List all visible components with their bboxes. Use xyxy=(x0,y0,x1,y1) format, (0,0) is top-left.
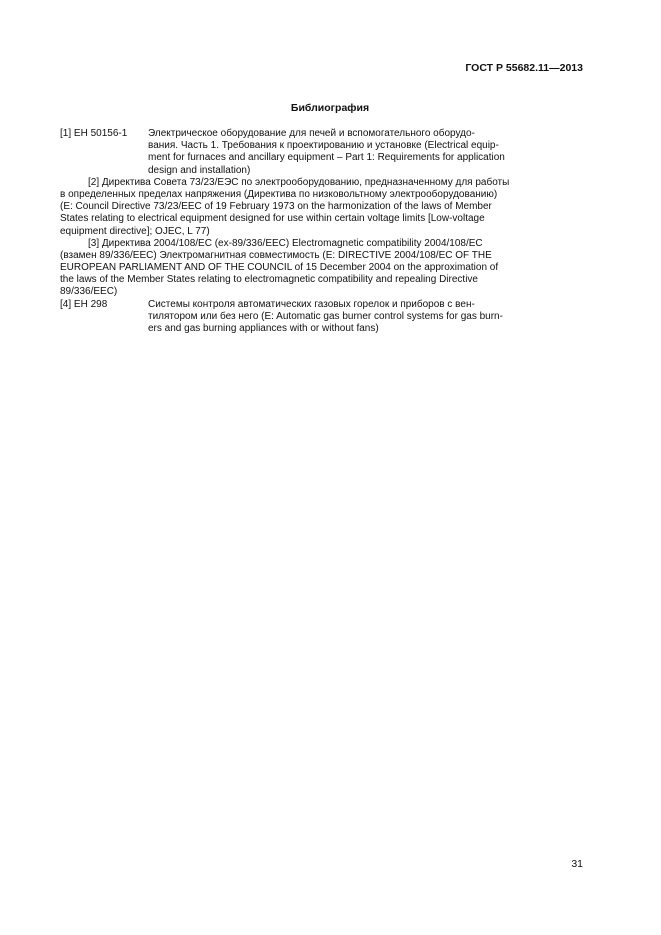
entry-1-line-3: ment for furnaces and ancillary equipment – Part 1: Requirements for application xyxy=(148,152,505,164)
entry-2-line-4: States relating to electrical equipment designed for use within certain voltage limits [Low-voltage xyxy=(60,213,485,225)
bibliography-entry-1 xyxy=(60,128,560,177)
entry-1-line-1: Электрическое оборудование для печей и вспомогательного оборудо- xyxy=(148,128,475,139)
entry-3-line-2: (взамен 89/336/ЕЕС) Электромагнитная совместимость (E: DIRECTIVE 2004/108/EC OF THE xyxy=(60,249,492,261)
bibliography-list xyxy=(60,128,560,335)
entry-2-line-1: [2] Директива Совета 73/23/ЕЭС по электрооборудованию, предназначенному для работы xyxy=(88,176,510,188)
entry-4-line-1: Системы контроля автоматических газовых горелок и приборов с вен- xyxy=(148,298,475,310)
entry-4-line-3: ers and gas burning appliances with or without fans) xyxy=(148,323,379,334)
entry-3-line-5: 89/336/EEC) xyxy=(60,286,118,298)
bibliography-entry-3 xyxy=(60,238,560,299)
entry-2-line-2: в определенных пределах напряжения (Директива по низковольтному электрооборудованию) xyxy=(60,188,498,200)
document-code: ГОСТ Р 55682.11—2013 xyxy=(465,62,583,74)
bibliography-entry-4 xyxy=(60,299,560,336)
entry-3-line-1: [3] Директива 2004/108/ЕС (ex-89/336/EEC) Electromagnetic compatibility 2004/108/EC xyxy=(88,237,483,249)
entry-2-line-5: equipment directive]; OJEC, L 77) xyxy=(60,225,210,237)
entry-4-reference: [4] ЕН 298 xyxy=(60,298,108,310)
entry-2-line-3: (E: Council Directive 73/23/EEC of 19 February 1973 on the harmonization of the laws of Member xyxy=(60,201,492,213)
entry-1-line-4: design and installation) xyxy=(148,164,251,176)
entry-3-line-3: EUROPEAN PARLIAMENT AND OF THE COUNCIL of 15 December 2004 on the approximation of xyxy=(60,262,499,274)
section-title: Библиография xyxy=(290,102,370,114)
page-number: 31 xyxy=(571,858,583,870)
entry-3-line-4: the laws of the Member States relating to electromagnetic compatibility and repealing Directive xyxy=(60,274,478,286)
bibliography-entry-2 xyxy=(60,177,560,238)
entry-1-line-2: вания. Часть 1. Требования к проектированию и установке (Electrical equip- xyxy=(148,140,499,152)
entry-1-reference: [1] ЕН 50156-1 xyxy=(60,128,128,139)
entry-4-line-2: тилятором или без него (E: Automatic gas burner control systems for gas burn- xyxy=(148,310,503,322)
